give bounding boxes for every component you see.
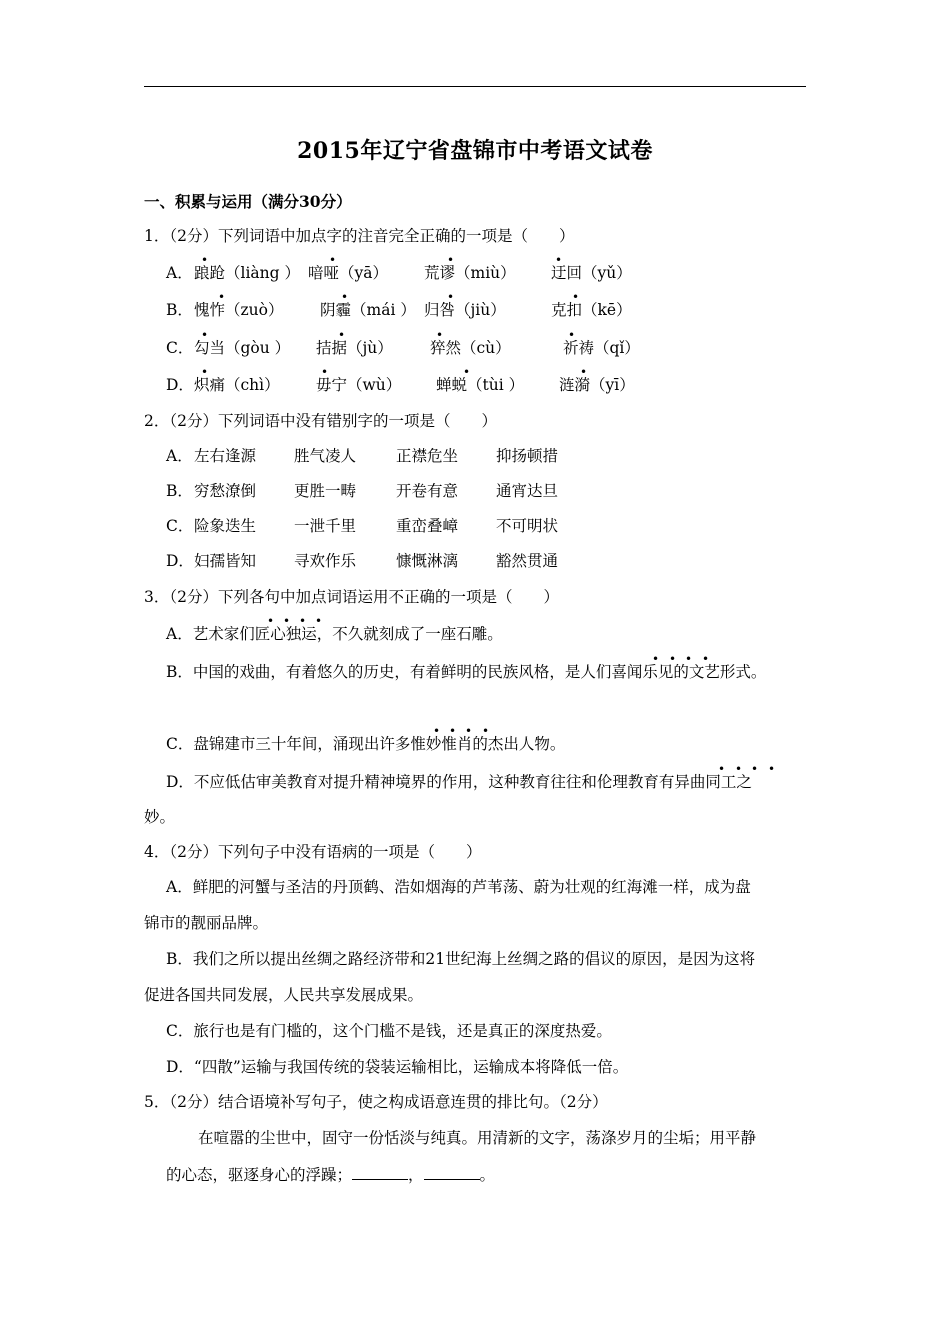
emphasis-dot: • bbox=[436, 328, 444, 342]
emphasis-dot: • bbox=[201, 253, 209, 267]
page-title: 2015年辽宁省盘锦市中考语文试卷 bbox=[297, 138, 653, 164]
option-word: 愧怍（zuò） bbox=[194, 301, 284, 319]
emphasis-dot: • bbox=[572, 290, 580, 304]
option-word: 克扣（kē） bbox=[551, 301, 632, 319]
option-word: 慷慨淋漓 bbox=[396, 552, 459, 570]
emphasis-dot: • bbox=[447, 290, 455, 304]
question-1-option-d[interactable] bbox=[0, 365, 950, 396]
option-label: A． bbox=[166, 447, 193, 465]
question-2-option-a[interactable] bbox=[0, 445, 950, 467]
emphasis-dot: • bbox=[201, 365, 209, 379]
option-word: 蝉蜕（tùi ） bbox=[436, 376, 525, 394]
emphasis-dot: • bbox=[669, 652, 677, 666]
emphasis-dot: • bbox=[751, 762, 759, 776]
option-text: A．艺术家们匠心独运，不久就刻成了一座石雕。 bbox=[166, 625, 503, 643]
option-word: 通宵达旦 bbox=[496, 482, 559, 500]
question-3-option-c[interactable] bbox=[0, 724, 950, 755]
option-word: 左右逢源 bbox=[194, 447, 257, 465]
option-word: 归咎（jiù） bbox=[424, 301, 506, 319]
question-3-stem: 3．（2分）下列各句中加点词语运用不正确的一项是（ ） bbox=[144, 588, 559, 606]
emphasis-dot: • bbox=[218, 290, 226, 304]
question-3-option-d[interactable] bbox=[0, 762, 950, 793]
option-word: 猝然（cù） bbox=[430, 339, 511, 357]
emphasis-dot: • bbox=[433, 724, 441, 738]
question-3-option-b[interactable] bbox=[0, 652, 950, 683]
option-word: 正襟危坐 bbox=[396, 447, 459, 465]
option-word: 寻欢作乐 bbox=[294, 552, 357, 570]
option-text: B．中国的戏曲，有着悠久的历史，有着鲜明的民族风格，是人们喜闻乐见的文艺形式。 bbox=[166, 663, 767, 681]
option-word: 妇孺皆知 bbox=[194, 552, 257, 570]
emphasis-dot: • bbox=[735, 762, 743, 776]
emphasis-dot: • bbox=[702, 652, 710, 666]
option-label: C． bbox=[166, 517, 194, 535]
emphasis-dot: • bbox=[283, 614, 291, 628]
option-label: C． bbox=[166, 339, 194, 357]
option-word: 勾当（gòu ） bbox=[194, 339, 291, 357]
question-4-option-a-cont: 锦市的靓丽品牌。 bbox=[144, 914, 269, 932]
emphasis-dot: • bbox=[685, 652, 693, 666]
emphasis-dot: • bbox=[568, 328, 576, 342]
question-5-passage: 在喧嚣的尘世中，固守一份恬淡与纯真。用清新的文字，荡涤岁月的尘垢；用平静 bbox=[198, 1129, 757, 1147]
option-word: 炽痛（chì） bbox=[194, 376, 280, 394]
question-1-option-c[interactable] bbox=[0, 328, 950, 359]
question-1-option-a[interactable] bbox=[0, 253, 950, 284]
option-word: 喑哑（yā） bbox=[308, 264, 388, 282]
option-label: B． bbox=[166, 301, 193, 319]
option-label: A． bbox=[166, 264, 193, 282]
option-label: D． bbox=[166, 552, 194, 570]
option-word: 胜气凌人 bbox=[294, 447, 357, 465]
answer-blank-1[interactable] bbox=[352, 1165, 408, 1180]
option-text: C．盘锦建市三十年间，涌现出许多惟妙惟肖的杰出人物。 bbox=[166, 735, 566, 753]
emphasis-dot: • bbox=[267, 614, 275, 628]
question-2-option-d[interactable] bbox=[0, 550, 950, 572]
emphasis-dot: • bbox=[315, 614, 323, 628]
option-word: 一泄千里 bbox=[294, 517, 357, 535]
option-word: 更胜一畴 bbox=[294, 482, 357, 500]
emphasis-dot: • bbox=[482, 724, 490, 738]
option-label: D． bbox=[166, 376, 194, 394]
question-5-stem: 5．（2分）结合语境补写句子，使之构成语意连贯的排比句。（2分） bbox=[144, 1093, 608, 1111]
option-word: 抑扬顿措 bbox=[496, 447, 559, 465]
header-rule bbox=[144, 86, 806, 87]
emphasis-dot: • bbox=[463, 365, 471, 379]
emphasis-dot: • bbox=[652, 652, 660, 666]
answer-blank-2[interactable] bbox=[424, 1165, 480, 1180]
emphasis-dot: • bbox=[329, 253, 337, 267]
section-heading: 一、积累与运用（满分30分） bbox=[144, 192, 352, 211]
option-word: 拮据（jù） bbox=[316, 339, 393, 357]
emphasis-dot: • bbox=[201, 328, 209, 342]
question-3-option-a[interactable] bbox=[0, 614, 950, 645]
option-word: 阴霾（mái ） bbox=[320, 301, 416, 319]
question-4-stem: 4．（2分）下列句子中没有语病的一项是（ ） bbox=[144, 843, 482, 861]
question-2-option-c[interactable] bbox=[0, 515, 950, 537]
option-word: 穷愁潦倒 bbox=[194, 482, 257, 500]
emphasis-dot: • bbox=[299, 614, 307, 628]
option-word: 祈祷（qǐ） bbox=[563, 339, 640, 357]
end-mark: 。 bbox=[479, 1166, 496, 1184]
option-word: 重峦叠嶂 bbox=[396, 517, 459, 535]
question-1-option-b[interactable] bbox=[0, 290, 950, 321]
option-word: 豁然贯通 bbox=[496, 552, 559, 570]
option-word: 涟漪（yī） bbox=[559, 376, 635, 394]
emphasis-dot: • bbox=[341, 290, 349, 304]
emphasis-dot: • bbox=[449, 724, 457, 738]
option-word: 险象迭生 bbox=[194, 517, 257, 535]
question-4-option-a[interactable]: A．鲜肥的河蟹与圣洁的丹顶鹤、浩如烟海的芦苇荡、蔚为壮观的红海滩一样，成为盘 bbox=[166, 878, 751, 896]
emphasis-dot: • bbox=[580, 365, 588, 379]
question-3-option-d-cont: 妙。 bbox=[144, 808, 176, 826]
question-4-option-c[interactable]: C．旅行也是有门槛的，这个门槛不是钱，还是真正的深度热爱。 bbox=[166, 1022, 612, 1040]
option-word: 迂回（yǔ） bbox=[551, 264, 632, 282]
passage-text: 的心态，驱逐身心的浮躁； bbox=[166, 1166, 353, 1184]
option-word: 踉跄（liàng ） bbox=[194, 264, 300, 282]
option-word: 不可明状 bbox=[496, 517, 559, 535]
option-word: 开卷有意 bbox=[396, 482, 459, 500]
emphasis-dot: • bbox=[768, 762, 776, 776]
separator: ， bbox=[408, 1166, 424, 1184]
question-4-option-b[interactable]: B．我们之所以提出丝绸之路经济带和21世纪海上丝绸之路的倡议的原因，是因为这将 bbox=[166, 950, 756, 968]
emphasis-dot: • bbox=[338, 328, 346, 342]
option-text: D．不应低估审美教育对提升精神境界的作用，这种教育往往和伦理教育有异曲同工之 bbox=[166, 773, 752, 791]
emphasis-dot: • bbox=[447, 253, 455, 267]
question-5-passage-cont bbox=[166, 1164, 495, 1186]
question-1-stem: 1．（2分）下列词语中加点字的注音完全正确的一项是（ ） bbox=[144, 227, 575, 245]
option-word: 毋宁（wù） bbox=[316, 376, 402, 394]
question-2-option-b[interactable] bbox=[0, 480, 950, 502]
emphasis-dot: • bbox=[555, 253, 563, 267]
option-label: B． bbox=[166, 482, 193, 500]
emphasis-dot: • bbox=[465, 724, 473, 738]
option-word: 荒谬（miù） bbox=[424, 264, 516, 282]
emphasis-dot: • bbox=[321, 365, 329, 379]
question-4-option-d[interactable]: D．“四散”运输与我国传统的袋装运输相比，运输成本将降低一倍。 bbox=[166, 1058, 629, 1076]
question-4-option-b-cont: 促进各国共同发展，人民共享发展成果。 bbox=[144, 986, 424, 1004]
question-2-stem: 2．（2分）下列词语中没有错别字的一项是（ ） bbox=[144, 412, 497, 430]
emphasis-dot: • bbox=[718, 762, 726, 776]
